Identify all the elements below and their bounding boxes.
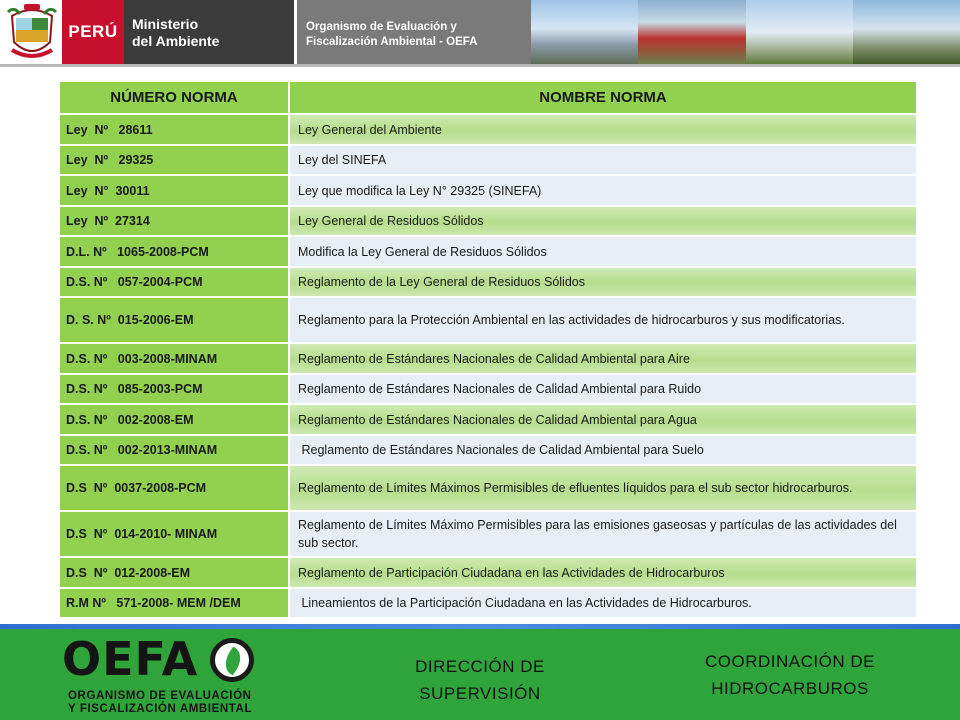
norma-number: D.L. Nº 1065-2008-PCM bbox=[60, 237, 290, 266]
table-row bbox=[60, 510, 916, 556]
oefa-logo bbox=[62, 632, 258, 716]
norma-number: D.S Nº 012-2008-EM bbox=[60, 558, 290, 587]
leaf-icon bbox=[210, 638, 254, 682]
norma-number: D.S. Nº 003-2008-MINAM bbox=[60, 344, 290, 373]
table-row bbox=[60, 235, 916, 266]
logo-wordmark: OEFA bbox=[62, 632, 199, 686]
table-row bbox=[60, 403, 916, 434]
table-row bbox=[60, 113, 916, 144]
norma-name: Ley General de Residuos Sólidos bbox=[290, 207, 916, 235]
norma-number: Ley Nº 28611 bbox=[60, 115, 290, 144]
normas-table bbox=[60, 82, 916, 617]
ministerio-line-1: Ministerio bbox=[132, 16, 199, 32]
direccion-label bbox=[380, 653, 580, 707]
table-row bbox=[60, 144, 916, 174]
table-row bbox=[60, 464, 916, 510]
photo-facility bbox=[853, 0, 960, 64]
peru-label: PERÚ bbox=[62, 0, 124, 64]
header-divider bbox=[0, 64, 960, 67]
table-header-row bbox=[60, 82, 916, 113]
norma-name: Ley General del Ambiente bbox=[290, 115, 916, 144]
organismo-line-1: Organismo de Evaluación y bbox=[306, 21, 457, 33]
coordinacion-line-2: HIDROCARBUROS bbox=[711, 679, 869, 698]
norma-name: Reglamento de Estándares Nacionales de Calidad Ambiental para Aire bbox=[290, 344, 916, 373]
table-row bbox=[60, 373, 916, 403]
norma-name: Reglamento de Estándares Nacionales de Calidad Ambiental para Ruido bbox=[290, 375, 916, 403]
table-row bbox=[60, 587, 916, 617]
column-header-numero: NÚMERO NORMA bbox=[60, 82, 290, 113]
norma-number: Ley N° 30011 bbox=[60, 176, 290, 205]
column-header-nombre: NOMBRE NORMA bbox=[539, 89, 667, 106]
table-row bbox=[60, 434, 916, 464]
norma-name: Modifica la Ley General de Residuos Sólidos bbox=[290, 237, 916, 266]
norma-name: Reglamento de Límites Máximos Permisibles de efluentes líquidos para el sub sector hidrocarburos. bbox=[290, 466, 916, 510]
norma-name: Reglamento de Estándares Nacionales de Calidad Ambiental para Suelo bbox=[290, 436, 916, 464]
ministerio-name bbox=[132, 16, 219, 50]
norma-number: Ley Nº 29325 bbox=[60, 146, 290, 174]
norma-number: D. S. Nº 015-2006-EM bbox=[60, 298, 290, 342]
table-row bbox=[60, 556, 916, 587]
direccion-line-1: DIRECCIÓN DE bbox=[415, 657, 545, 676]
logo-subtitle-line-1: ORGANISMO DE EVALUACIÓN bbox=[68, 690, 252, 702]
coordinacion-label bbox=[660, 648, 920, 702]
photo-plant bbox=[746, 0, 853, 64]
norma-number: R.M Nº 571-2008- MEM /DEM bbox=[60, 589, 290, 617]
page-header bbox=[0, 0, 960, 66]
norma-name: Reglamento de la Ley General de Residuos Sólidos bbox=[290, 268, 916, 296]
norma-name: Lineamientos de la Participación Ciudadana en las Actividades de Hidrocarburos. bbox=[290, 589, 916, 617]
norma-number: D.S. Nº 085-2003-PCM bbox=[60, 375, 290, 403]
norma-number: Ley Nº 27314 bbox=[60, 207, 290, 235]
ministerio-line-2: del Ambiente bbox=[132, 33, 220, 49]
norma-name: Ley que modifica la Ley N° 29325 (SINEFA) bbox=[290, 176, 916, 205]
header-photo-strip bbox=[531, 0, 960, 64]
table-row bbox=[60, 266, 916, 296]
organismo-name bbox=[306, 20, 477, 50]
coat-of-arms-icon bbox=[6, 2, 58, 62]
norma-name: Ley del SINEFA bbox=[290, 146, 916, 174]
norma-name: Reglamento para la Protección Ambiental en las actividades de hidrocarburos y sus modificatorias. bbox=[290, 298, 916, 342]
norma-name: Reglamento de Estándares Nacionales de Calidad Ambiental para Agua bbox=[290, 405, 916, 434]
norma-number: D.S. Nº 002-2008-EM bbox=[60, 405, 290, 434]
organismo-line-2: Fiscalización Ambiental - OEFA bbox=[306, 36, 478, 48]
table-row bbox=[60, 296, 916, 342]
norma-number: D.S. Nº 002-2013-MINAM bbox=[60, 436, 290, 464]
table-row bbox=[60, 205, 916, 235]
norma-name: Reglamento de Límites Máximo Permisibles para las emisiones gaseosas y partículas de las actividades del sub sector. bbox=[290, 512, 916, 556]
photo-refinery bbox=[531, 0, 638, 64]
photo-inspectors bbox=[638, 0, 745, 64]
norma-name: Reglamento de Participación Ciudadana en las Actividades de Hidrocarburos bbox=[290, 558, 916, 587]
table-row bbox=[60, 174, 916, 205]
direccion-line-2: SUPERVISIÓN bbox=[419, 684, 541, 703]
table-row bbox=[60, 342, 916, 373]
norma-number: D.S. Nº 057-2004-PCM bbox=[60, 268, 290, 296]
logo-subtitle-line-2: Y FISCALIZACIÓN AMBIENTAL bbox=[68, 703, 253, 715]
norma-number: D.S Nº 014-2010- MINAM bbox=[60, 512, 290, 556]
norma-number: D.S Nº 0037-2008-PCM bbox=[60, 466, 290, 510]
coordinacion-line-1: COORDINACIÓN DE bbox=[705, 652, 875, 671]
